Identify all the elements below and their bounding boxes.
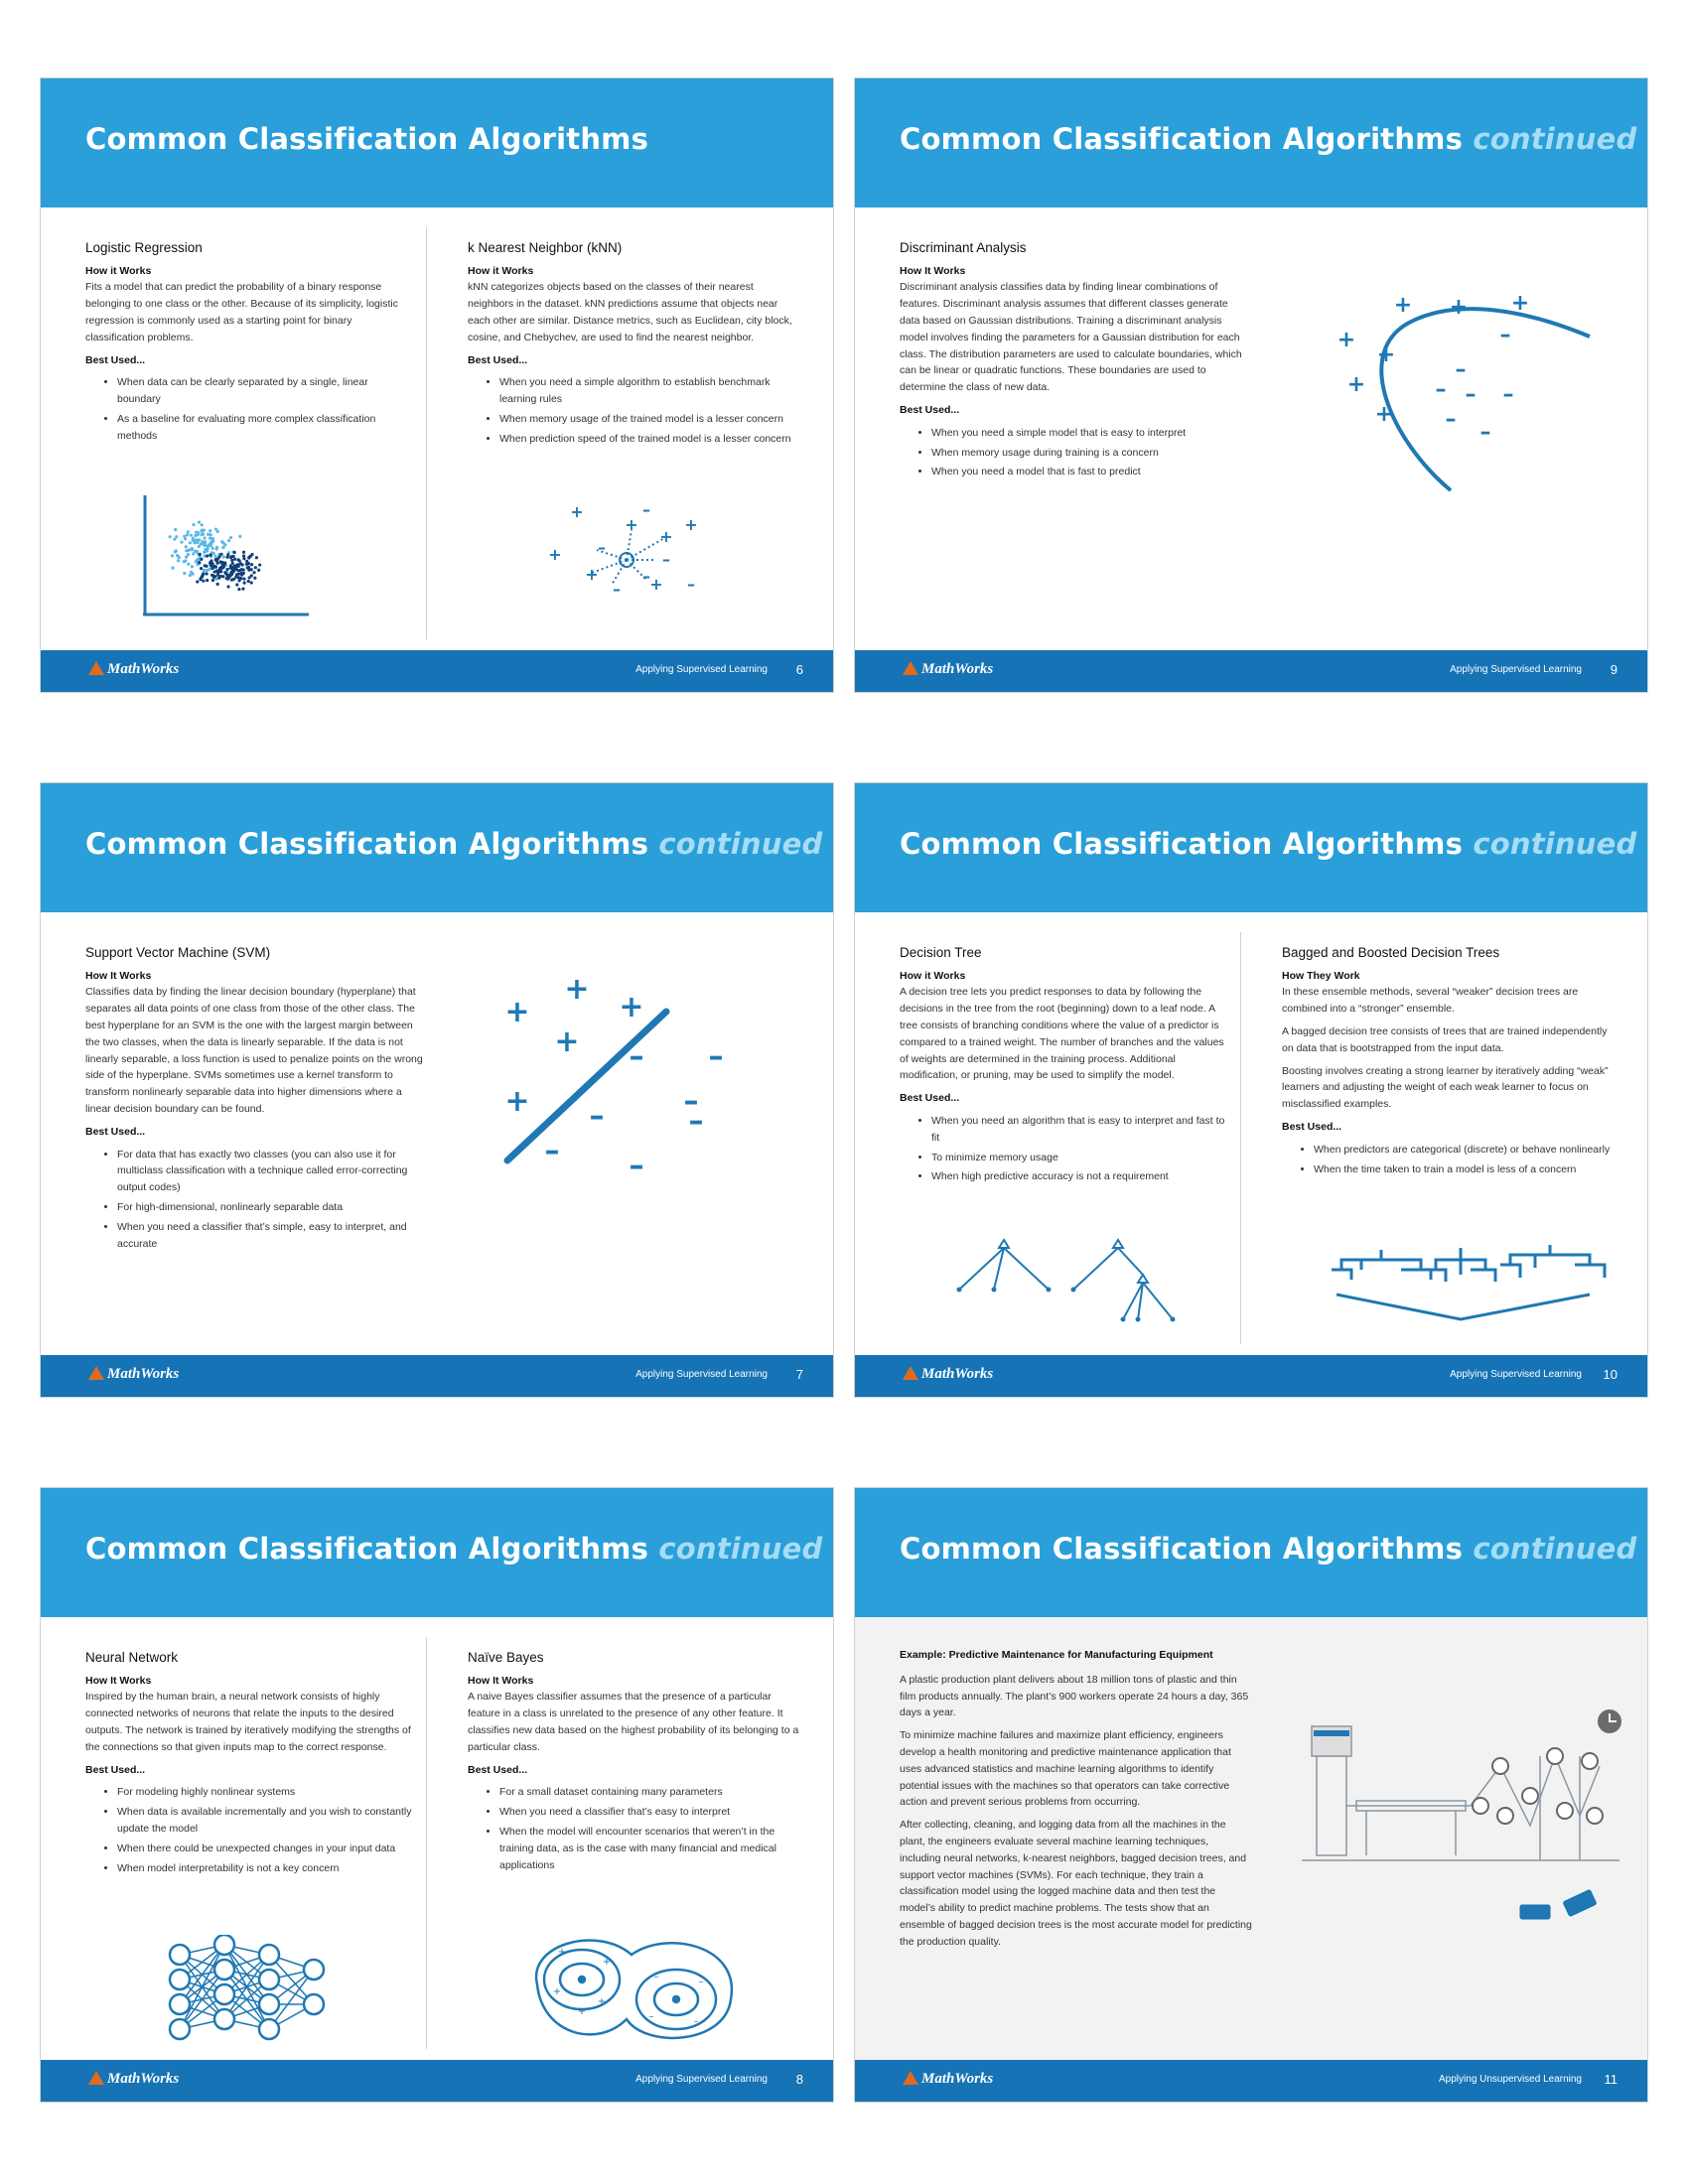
column-divider bbox=[426, 1637, 427, 2049]
example-section bbox=[900, 1647, 1252, 1957]
example-paragraph: After collecting, cleaning, and logging data from all the machines in the plant, the engineers evaluate several machine learning techniques, including neural networks, k-nearest neighbors, bagged decision trees, and support vector machines (SVMs). For each technique, they train a classification model using the logged machine data and then test the model’s ability to predict machine problems. The tests show that an ensemble of bagged decision trees is the most accurate model for predicting the production quality. bbox=[900, 1819, 1252, 1948]
how-label: How It Works bbox=[900, 264, 966, 277]
section-title: Discriminant Analysis bbox=[900, 240, 1027, 255]
list-item: • When predictors are categorical (discrete) or behave nonlinearly bbox=[1314, 1142, 1619, 1159]
svg-text:+: + bbox=[504, 1084, 530, 1119]
list-item: • When there could be unexpected changes in your input data bbox=[117, 1841, 413, 1857]
how-text: A naive Bayes classifier assumes that the presence of a particular feature in a class is unrelated to the presence of any other feature. It classifies new data based on the highest probability of its belonging to a particular class. bbox=[468, 1691, 799, 1753]
svg-text:–: – bbox=[544, 1134, 560, 1168]
neural-network-section bbox=[85, 1647, 413, 1879]
production-plant-illustration bbox=[1302, 1697, 1629, 1925]
best-list bbox=[85, 374, 413, 444]
slide-body bbox=[855, 1617, 1647, 2062]
list-item: • When model interpretability is not a key concern bbox=[117, 1860, 413, 1877]
svg-text:+: + bbox=[684, 515, 698, 534]
best-label: Best Used... bbox=[85, 1125, 146, 1138]
svg-text:+: + bbox=[585, 565, 599, 584]
how-text: A bagged decision tree consists of trees that are trained independently on data that is bootstrapped from the input data. bbox=[1282, 1024, 1608, 1054]
best-list bbox=[468, 1784, 805, 1873]
how-label: How They Work bbox=[1282, 969, 1360, 982]
svg-text:–: – bbox=[1479, 420, 1491, 445]
svg-text:–: – bbox=[629, 1039, 644, 1074]
svg-text:+: + bbox=[577, 2006, 587, 2017]
slide-page-6 bbox=[40, 77, 834, 693]
footer-text: Applying Supervised Learning bbox=[1450, 664, 1582, 675]
mathworks-logo: MathWorks bbox=[903, 2071, 993, 2088]
ensemble-trees-illustration bbox=[1322, 1240, 1610, 1329]
list-item: • When memory usage during training is a concern bbox=[931, 445, 1247, 462]
mathworks-logo: MathWorks bbox=[88, 661, 179, 678]
knn-section bbox=[468, 237, 800, 451]
svg-text:–: – bbox=[708, 1039, 724, 1074]
naive-bayes-section bbox=[468, 1647, 805, 1876]
list-item: • When high predictive accuracy is not a requirement bbox=[931, 1168, 1232, 1185]
svg-text:–: – bbox=[698, 1977, 704, 1987]
decision-tree-section bbox=[900, 942, 1232, 1188]
svg-text:–: – bbox=[1499, 323, 1511, 347]
svg-text:+: + bbox=[1449, 295, 1469, 320]
slide-header bbox=[41, 783, 833, 912]
page-number: 11 bbox=[1604, 2072, 1618, 2087]
example-paragraph: To minimize machine failures and maximize plant efficiency, engineers develop a health monitoring and predictive maintenance application that uses advanced statistics and machine learning algorithms to identify potential issues with the machines so that operators can take corrective action and prevent serious problems from occurring. bbox=[900, 1729, 1231, 1809]
best-label: Best Used... bbox=[468, 353, 528, 366]
slide-footer bbox=[855, 650, 1647, 692]
section-title: Support Vector Machine (SVM) bbox=[85, 945, 271, 960]
svg-text:+: + bbox=[570, 505, 584, 521]
section-title: Naïve Bayes bbox=[468, 1650, 544, 1665]
svm-illustration bbox=[497, 962, 795, 1210]
how-text: Fits a model that can predict the probability of a binary response belonging to one class or the other. Because of its simplicity, logistic regression is commonly used as a starting point for binary classification problems. bbox=[85, 281, 398, 343]
example-title: Example: Predictive Maintenance for Manufacturing Equipment bbox=[900, 1649, 1213, 1661]
svg-text:+: + bbox=[649, 575, 663, 594]
list-item: • When you need a model that is fast to predict bbox=[931, 464, 1247, 480]
list-item: • When the model will encounter scenarios that weren’t in the training data, as is the case with many financial and medical applications bbox=[499, 1824, 805, 1873]
svg-text:–: – bbox=[693, 2016, 699, 2027]
slide-body bbox=[41, 207, 833, 652]
knn-illustration bbox=[527, 505, 736, 614]
footer-text: Applying Unsupervised Learning bbox=[1439, 2074, 1582, 2085]
svg-text:–: – bbox=[1435, 377, 1447, 402]
how-label: How it Works bbox=[468, 264, 534, 277]
svg-text:+: + bbox=[619, 990, 644, 1024]
slide-header bbox=[855, 78, 1647, 207]
how-label: How It Works bbox=[85, 1674, 152, 1687]
slide-page-10 bbox=[854, 782, 1648, 1398]
svg-text:+: + bbox=[1346, 372, 1366, 397]
slide-page-7 bbox=[40, 782, 834, 1398]
how-label: How it Works bbox=[85, 264, 152, 277]
list-item: • To minimize memory usage bbox=[931, 1150, 1232, 1166]
best-list bbox=[85, 1784, 413, 1876]
slide-body bbox=[41, 1617, 833, 2062]
section-title: Bagged and Boosted Decision Trees bbox=[1282, 945, 1500, 960]
membrane-logo-icon bbox=[903, 1366, 918, 1380]
list-item: • When the time taken to train a model is less of a concern bbox=[1314, 1161, 1619, 1178]
list-item: • When you need an algorithm that is easy to interpret and fast to fit bbox=[931, 1113, 1232, 1147]
svg-text:–: – bbox=[589, 1099, 605, 1134]
slide-footer bbox=[41, 2060, 833, 2102]
logistic-regression-section bbox=[85, 237, 413, 448]
list-item: • For data that has exactly two classes (you can also use it for multiclass classification with a technique called error-correcting output codes) bbox=[117, 1147, 428, 1196]
section-title: Decision Tree bbox=[900, 945, 982, 960]
section-title: Neural Network bbox=[85, 1650, 179, 1665]
best-list bbox=[900, 1113, 1232, 1185]
svg-text:+: + bbox=[625, 515, 638, 534]
slide-footer bbox=[41, 650, 833, 692]
how-text: Boosting involves creating a strong learner by iteratively adding “weak” learners and adjusting the weight of each weak learner to focus on misclassified examples. bbox=[1282, 1064, 1609, 1111]
list-item: • When you need a simple algorithm to establish benchmark learning rules bbox=[499, 374, 800, 408]
list-item: • When data is available incrementally and you wish to constantly update the model bbox=[117, 1804, 413, 1838]
list-item: • When memory usage of the trained model is a lesser concern bbox=[499, 411, 800, 428]
slide-title: Common Classification Algorithms continued bbox=[900, 122, 1637, 156]
how-text: Discriminant analysis classifies data by finding linear combinations of features. Discriminant analysis assumes that different classes generate data based on Gaussian distributions. Training a discriminant analysis model involves finding the parameters for a Gaussian distribution for each class. The distribution parameters are used to calculate boundaries, which can be linear or quadratic functions. These boundaries are used to determine the class of new data. bbox=[900, 281, 1242, 394]
how-text: kNN categorizes objects based on the classes of their nearest neighbors in the dataset. kNN predictions assume that objects near each other are similar. Distance metrics, such as Euclidean, city block, cosine, and Chebychev, are used to find the nearest neighbor. bbox=[468, 281, 792, 343]
slide-footer bbox=[41, 1355, 833, 1397]
list-item: • As a baseline for evaluating more complex classification methods bbox=[117, 411, 413, 445]
decision-tree-illustration bbox=[944, 1235, 1183, 1339]
mathworks-logo: MathWorks bbox=[88, 1366, 179, 1383]
svg-text:–: – bbox=[662, 550, 670, 569]
best-label: Best Used... bbox=[85, 1763, 146, 1776]
column-divider bbox=[1240, 932, 1241, 1344]
mathworks-logo: MathWorks bbox=[88, 2071, 179, 2088]
svg-text:–: – bbox=[598, 538, 606, 557]
best-list bbox=[900, 425, 1247, 480]
discriminant-illustration bbox=[1302, 292, 1600, 500]
slide-header bbox=[855, 783, 1647, 912]
svg-text:+: + bbox=[554, 1024, 580, 1059]
membrane-logo-icon bbox=[903, 661, 918, 675]
svg-text:–: – bbox=[1465, 382, 1477, 407]
footer-text: Applying Supervised Learning bbox=[635, 664, 768, 675]
slide-body bbox=[41, 912, 833, 1357]
mathworks-logo: MathWorks bbox=[903, 661, 993, 678]
svg-text:+: + bbox=[1376, 342, 1396, 367]
slide-page-8 bbox=[40, 1487, 834, 2103]
svg-text:–: – bbox=[653, 1972, 659, 1982]
page-number: 7 bbox=[795, 1367, 803, 1382]
svg-text:–: – bbox=[1502, 382, 1514, 407]
best-list bbox=[85, 1147, 428, 1253]
svg-text:–: – bbox=[687, 575, 695, 594]
slide-page-11 bbox=[854, 1487, 1648, 2103]
list-item: • For modeling highly nonlinear systems bbox=[117, 1784, 413, 1801]
list-item: • When data can be clearly separated by a single, linear boundary bbox=[117, 374, 413, 408]
slide-body bbox=[855, 912, 1647, 1357]
footer-text: Applying Supervised Learning bbox=[635, 1369, 768, 1380]
svg-text:–: – bbox=[688, 1104, 704, 1139]
slide-title: Common Classification Algorithms continued bbox=[85, 827, 823, 861]
footer-text: Applying Supervised Learning bbox=[635, 2074, 768, 2085]
slide-footer bbox=[855, 2060, 1647, 2102]
slide-footer bbox=[855, 1355, 1647, 1397]
svg-text:–: – bbox=[1445, 407, 1457, 432]
svg-text:–: – bbox=[683, 1084, 699, 1119]
section-title: k Nearest Neighbor (kNN) bbox=[468, 240, 623, 255]
list-item: • For a small dataset containing many parameters bbox=[499, 1784, 805, 1801]
svg-text:+: + bbox=[504, 995, 530, 1029]
page-number: 10 bbox=[1603, 1367, 1618, 1382]
how-text: Inspired by the human brain, a neural network consists of highly connected networks of neurons that relate the inputs to the desired outputs. The network is trained by iteratively modifying the strengths of the connections so that given inputs map to the correct response. bbox=[85, 1691, 411, 1753]
example-paragraph: A plastic production plant delivers about 18 million tons of plastic and thin film products annually. The plant’s 900 workers operate 24 hours a day, 365 days a year. bbox=[900, 1673, 1249, 1719]
svg-text:+: + bbox=[597, 1996, 607, 2007]
svm-section bbox=[85, 942, 428, 1255]
section-title: Logistic Regression bbox=[85, 240, 203, 255]
svg-text:+: + bbox=[1374, 402, 1394, 427]
svg-text:+: + bbox=[1393, 293, 1413, 318]
svg-text:+: + bbox=[548, 545, 562, 564]
naive-bayes-illustration bbox=[517, 1925, 746, 2054]
slide-header bbox=[855, 1488, 1647, 1617]
page-number: 8 bbox=[795, 2072, 803, 2087]
svg-text:–: – bbox=[1455, 357, 1467, 382]
column-divider bbox=[426, 227, 427, 639]
slide-title: Common Classification Algorithms continued bbox=[900, 827, 1637, 861]
list-item: • When you need a simple model that is easy to interpret bbox=[931, 425, 1247, 442]
slide-title: Common Classification Algorithms continued bbox=[85, 1532, 823, 1566]
best-label: Best Used... bbox=[468, 1763, 528, 1776]
membrane-logo-icon bbox=[903, 2071, 918, 2085]
how-text: Classifies data by finding the linear decision boundary (hyperplane) that separates all data points of one class from those of the other class. The best hyperplane for an SVM is the one with the largest margin between the two classes, when the data is linearly separable. If the data is not linearly separable, a loss function is used to penalize points on the wrong side of the hyperplane. SVMs sometimes use a kernel transform to transform nonlinearly separable data into higher dimensions where a linear decision boundary can be found. bbox=[85, 986, 423, 1115]
slide-header bbox=[41, 1488, 833, 1617]
svg-text:–: – bbox=[613, 580, 621, 599]
how-label: How It Works bbox=[468, 1674, 534, 1687]
best-label: Best Used... bbox=[1282, 1120, 1342, 1133]
best-label: Best Used... bbox=[900, 403, 960, 416]
best-list bbox=[1282, 1142, 1619, 1178]
best-label: Best Used... bbox=[85, 353, 146, 366]
how-label: How It Works bbox=[85, 969, 152, 982]
footer-text: Applying Supervised Learning bbox=[1450, 1369, 1582, 1380]
svg-text:+: + bbox=[564, 972, 590, 1007]
svg-text:+: + bbox=[602, 1957, 612, 1968]
list-item: • When you need a classifier that’s easy to interpret bbox=[499, 1804, 805, 1821]
svg-text:+: + bbox=[1510, 292, 1530, 316]
list-item: • For high-dimensional, nonlinearly separable data bbox=[117, 1199, 428, 1216]
slide-title: Common Classification Algorithms bbox=[85, 122, 649, 156]
slide-header bbox=[41, 78, 833, 207]
discriminant-analysis-section bbox=[900, 237, 1247, 483]
how-label: How it Works bbox=[900, 969, 966, 982]
list-item: • When prediction speed of the trained model is a lesser concern bbox=[499, 431, 800, 448]
logistic-scatter-illustration bbox=[135, 490, 314, 619]
svg-text:+: + bbox=[659, 527, 673, 546]
mathworks-logo: MathWorks bbox=[903, 1366, 993, 1383]
slide-body bbox=[855, 207, 1647, 652]
best-label: Best Used... bbox=[900, 1092, 960, 1105]
svg-text:+: + bbox=[557, 1947, 567, 1958]
svg-text:–: – bbox=[629, 1149, 644, 1183]
svg-text:+: + bbox=[1336, 328, 1356, 352]
membrane-logo-icon bbox=[88, 2071, 104, 2085]
svg-text:–: – bbox=[642, 567, 650, 586]
membrane-logo-icon bbox=[88, 661, 104, 675]
svg-text:+: + bbox=[552, 1986, 562, 1997]
bagged-boosted-trees-section bbox=[1282, 942, 1619, 1180]
membrane-logo-icon bbox=[88, 1366, 104, 1380]
slide-title: Common Classification Algorithms continued bbox=[900, 1532, 1637, 1566]
svg-text:–: – bbox=[648, 2011, 654, 2022]
page-number: 6 bbox=[795, 662, 803, 677]
neural-network-illustration bbox=[160, 1935, 339, 2044]
svg-text:–: – bbox=[642, 505, 650, 519]
list-item: • When you need a classifier that’s simple, easy to interpret, and accurate bbox=[117, 1219, 428, 1253]
how-text: A decision tree lets you predict responses to data by following the decisions in the tree from the root (beginning) down to a leaf node. A tree consists of branching conditions where the value of a predictor is compared to a trained weight. The number of branches and the values of weights are determined in the training process. Additional modification, or pruning, may be used to simplify the model. bbox=[900, 986, 1224, 1082]
slide-page-9 bbox=[854, 77, 1648, 693]
best-list bbox=[468, 374, 800, 447]
page-number: 9 bbox=[1610, 662, 1618, 677]
how-text: In these ensemble methods, several “weaker” decision trees are combined into a “stronger” ensemble. bbox=[1282, 986, 1579, 1016]
